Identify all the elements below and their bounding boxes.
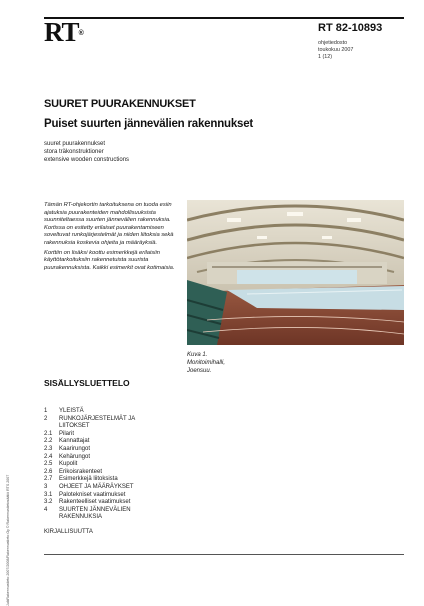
toc-item: 2.1 Pilarit xyxy=(44,430,75,437)
keyword-sv: stora träkonstruktioner xyxy=(44,149,104,156)
toc-item: 2.3 Kaarirungot xyxy=(44,445,91,452)
keywords xyxy=(44,140,129,165)
page-title: SUURET PUURAKENNUKSET xyxy=(44,98,196,110)
toc-item: 2.7 Esimerkkejä liitoksista xyxy=(44,476,118,483)
meta-type: ohjetiedosto xyxy=(318,40,348,46)
toc-item: 2 RUNKOJÄRJESTELMÄT JA xyxy=(44,415,136,422)
intro-paragraph: Tämän RT-ohjekortin tarkoituksena on tuoda esiin ajatuksia puurakenteiden mahdollisuuksista suunniteltaessa suurten jännevälien rakennuksia. Kortissa on esitetty erilaiset puurakentamiseen soveltuvat runkojärjestelmät ja niiden liitoksia sekä rakennuksia koskevia ohjeita ja määräyksiä. xyxy=(44,202,174,246)
document-number: RT 82-10893 xyxy=(318,22,383,34)
toc-item: 4 SUURTEN JÄNNEVÄLIEN xyxy=(44,506,131,513)
references-heading: KIRJALLISUUTTA xyxy=(44,529,93,535)
document-meta xyxy=(318,40,353,61)
toc-item: 2.6 Erikoisrakenteet xyxy=(44,468,103,475)
keyword-fi: suuret puurakennukset xyxy=(44,141,106,147)
toc-item: 2.2 Kannattajat xyxy=(44,438,90,445)
intro-text xyxy=(44,202,176,274)
toc-item: RAKENNUKSIA xyxy=(59,514,103,521)
toc-item: LIITOKSET xyxy=(59,423,90,430)
arena-photo xyxy=(187,200,404,345)
toc-item: 2.4 Kehärungot xyxy=(44,453,91,460)
keyword-en: extensive wooden constructions xyxy=(44,157,130,164)
table-of-contents xyxy=(44,408,135,522)
toc-item: 3 OHJEET JA MÄÄRÄYKSET xyxy=(44,483,134,490)
meta-date: toukokuu 2007 xyxy=(318,47,354,53)
toc-item: 2.5 Kupolit xyxy=(44,461,78,468)
rt-logo: RT® xyxy=(44,17,83,47)
figure-caption xyxy=(187,352,225,375)
bottom-rule xyxy=(44,554,404,555)
toc-item: 1 YLEISTÄ xyxy=(44,408,84,414)
caption-line: Joensuu. xyxy=(187,367,212,374)
page-subtitle: Puiset suurten jännevälien rakennukset xyxy=(44,118,254,130)
caption-line: Monitoimihalli, xyxy=(187,359,226,366)
caption-line: Kuva 1. xyxy=(187,352,208,358)
top-rule xyxy=(44,17,404,19)
intro-paragraph: Korttiin on lisäksi koottu esimerkkejä erilaisiin käyttötarkoituksiin rakennetuista suurista puurakennuksista. Kaikki esimerkit ovat kotimaisia. xyxy=(44,249,175,271)
toc-item: 3.2 Rakenteelliset vaatimukset xyxy=(44,499,131,506)
meta-page: 1 (12) xyxy=(318,54,333,60)
side-publication-note: JulkRakennustieto 2007/2008/Rakennustieto Oy © Rakennustietosäätiö RTS 2007 xyxy=(6,474,10,606)
toc-item: 3.1 Palotekniset vaatimukset xyxy=(44,491,126,498)
toc-heading: SISÄLLYSLUETTELO xyxy=(44,378,130,388)
